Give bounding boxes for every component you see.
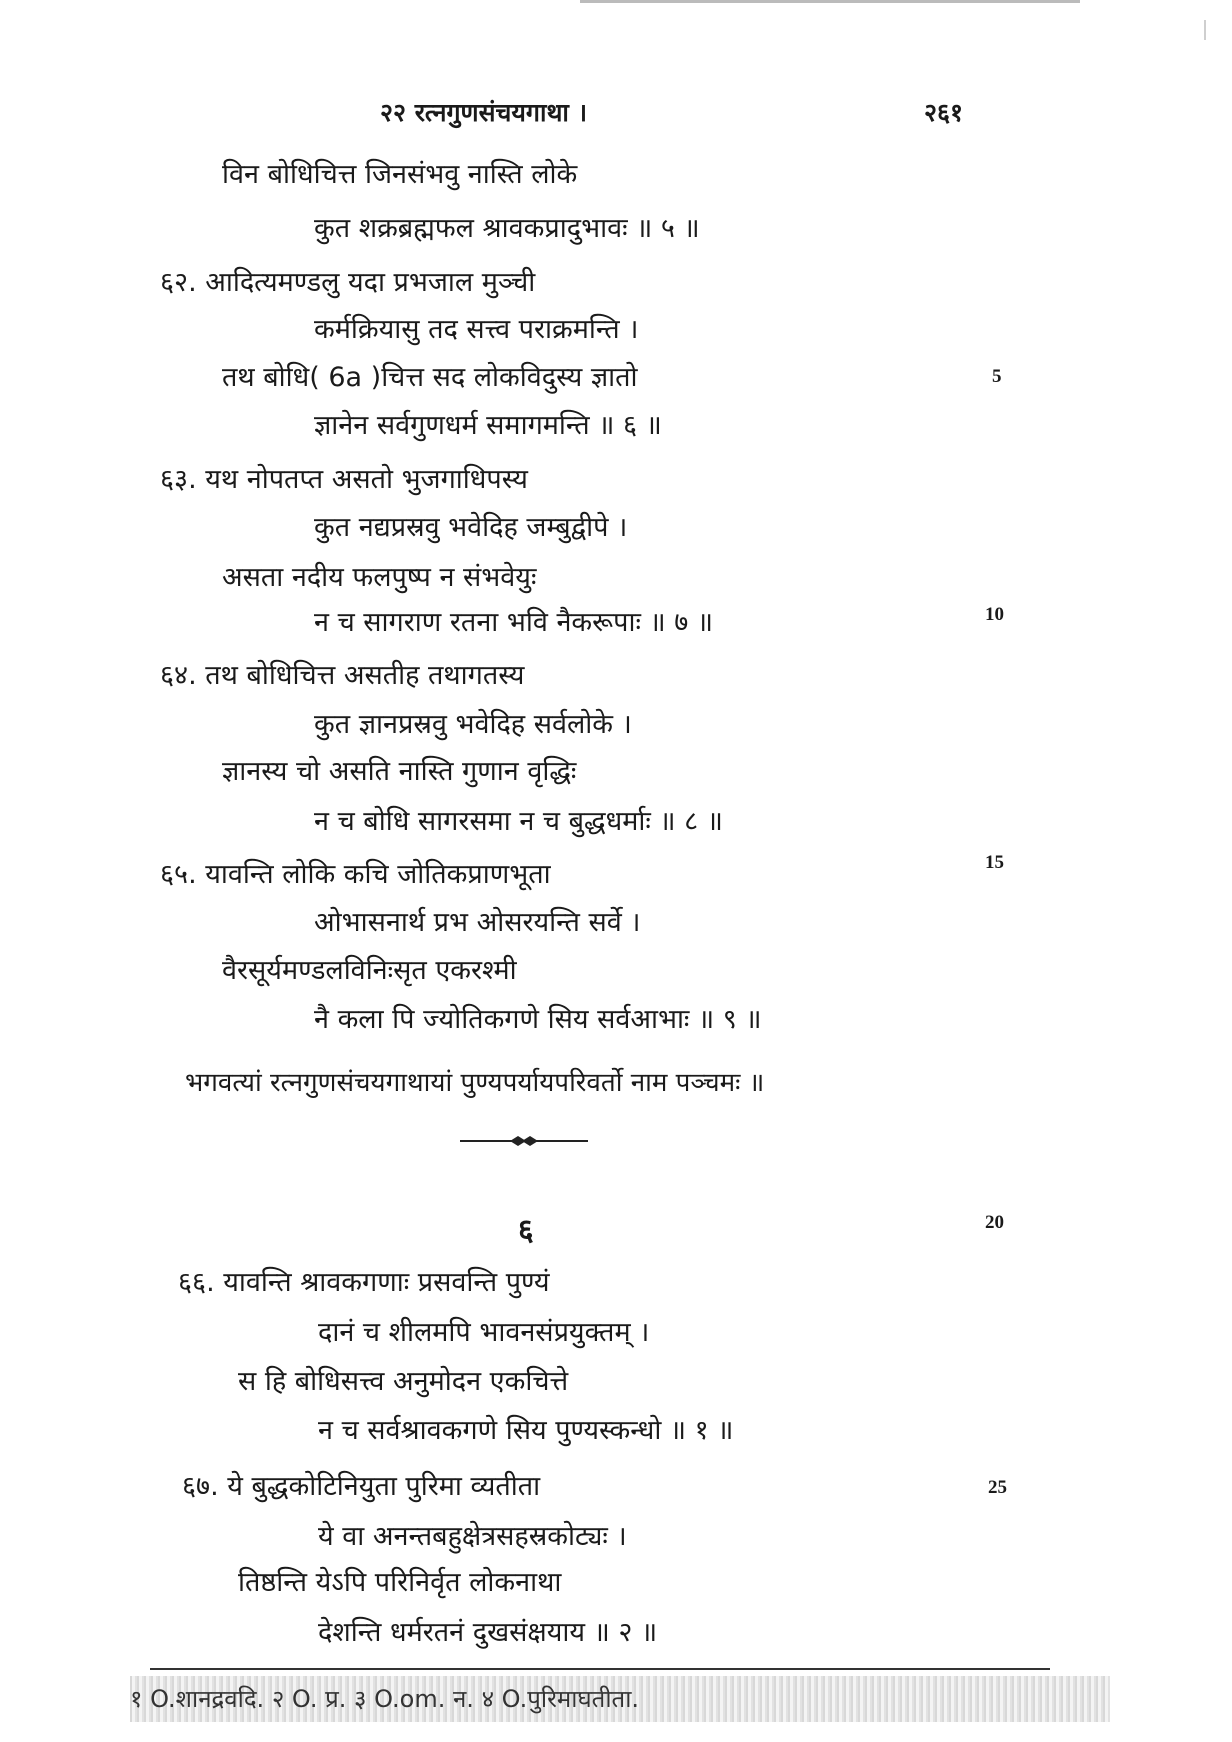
verse-line: ओभासनार्थ प्रभ ओसरयन्ति सर्वे । (314, 907, 641, 938)
scan-edge-mark (1204, 20, 1206, 40)
running-title: २२ रत्नगुणसंचयगाथा । (380, 98, 588, 127)
margin-line-number: 20 (985, 1212, 1004, 1233)
verse-line: ज्ञानेन सर्वगुणधर्म समागमन्ति ॥ ६ ॥ (314, 410, 662, 441)
ornament-divider (460, 1134, 588, 1148)
verse-line: ६४. तथ बोधिचित्त असतीह तथागतस्य (160, 660, 525, 691)
verse-line: न च बोधि सागरसमा न च बुद्धधर्माः ॥ ८ ॥ (314, 806, 723, 837)
verse-line: नै कला पि ज्योतिकगणे सिय सर्वआभाः ॥ ९ ॥ (314, 1004, 762, 1035)
margin-line-number: 15 (985, 852, 1004, 873)
chapter-colophon: भगवत्यां रत्नगुणसंचयगाथायां पुण्यपर्यायपरिवर्तो नाम पञ्चमः ॥ (185, 1068, 765, 1098)
verse-line: ६६. यावन्ति श्रावकगणाः प्रसवन्ति पुण्यं (178, 1267, 550, 1298)
chapter-number: ६ (518, 1213, 534, 1248)
verse-line: ज्ञानस्य चो असति नास्ति गुणान वृद्धिः (222, 756, 577, 787)
top-border-line (580, 0, 1080, 3)
verse-line: असता नदीय फलपुष्प न संभवेयुः (222, 562, 537, 593)
verse-line: कुत नद्यप्रस्रवु भवेदिह जम्बुद्वीपे । (314, 512, 628, 543)
verse-line: ६५. यावन्ति लोकि कचि जोतिकप्राणभूता (160, 859, 551, 890)
verse-line: देशन्ति धर्मरतनं दुखसंक्षयाय ॥ २ ॥ (318, 1617, 658, 1648)
margin-line-number: 25 (988, 1477, 1007, 1498)
verse-line: ६२. आदित्यमण्डलु यदा प्रभजाल मुञ्ची (160, 267, 536, 298)
verse-line: न च सागराण रतना भवि नैकरूपाः ॥ ७ ॥ (314, 607, 714, 638)
verse-line: तथ बोधि( 6a )चित्त सद लोकविदुस्य ज्ञातो (222, 362, 638, 393)
verse-line: ये वा अनन्तबहुक्षेत्रसहस्रकोट्यः । (318, 1521, 627, 1552)
margin-line-number: 5 (992, 366, 1002, 387)
margin-line-number: 10 (985, 604, 1004, 625)
verse-line: दानं च शीलमपि भावनसंप्रयुक्तम् । (318, 1317, 650, 1348)
verse-line: न च सर्वश्रावकगणे सिय पुण्यस्कन्धो ॥ १ ॥ (318, 1415, 734, 1446)
verse-line: कुत शक्रब्रह्मफल श्रावकप्रादुभावः ॥ ५ ॥ (314, 213, 700, 244)
verse-line: ६७. ये बुद्धकोटिनियुता पुरिमा व्यतीता (182, 1471, 541, 1502)
verse-line: कुत ज्ञानप्रस्रवु भवेदिह सर्वलोके । (314, 709, 632, 740)
footnote-rule (150, 1668, 1050, 1670)
verse-line: ६३. यथ नोपतप्त असतो भुजगाधिपस्य (160, 464, 528, 495)
verse-line: तिष्ठन्ति येऽपि परिनिर्वृत लोकनाथा (238, 1567, 562, 1598)
footnote: १ O.शानद्रवदि. २ O. प्र. ३ O.om. न. ४ O.पुरिमाघतीता. (130, 1676, 1110, 1722)
verse-line: विन बोधिचित्त जिनसंभवु नास्ति लोके (222, 159, 578, 190)
verse-line: वैरसूर्यमण्डलविनिःसृत एकरश्मी (222, 955, 517, 986)
verse-line: स हि बोधिसत्त्व अनुमोदन एकचित्ते (238, 1366, 569, 1397)
verse-line: कर्मक्रियासु तद सत्त्व पराक्रमन्ति । (314, 314, 639, 345)
page-number: २६१ (924, 98, 964, 127)
